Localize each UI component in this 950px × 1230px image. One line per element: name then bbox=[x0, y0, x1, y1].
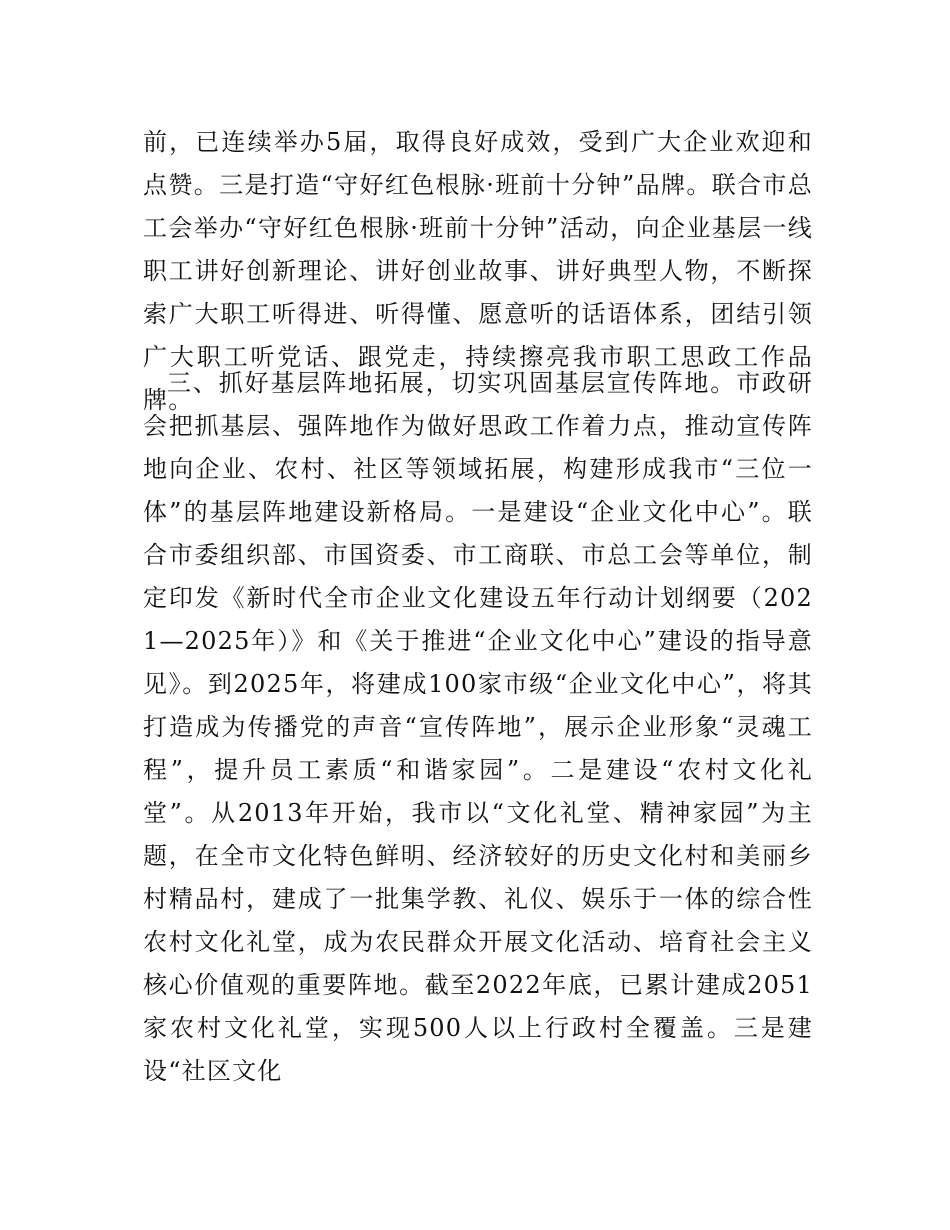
paragraph-2: 三、抓好基层阵地拓展，切实巩固基层宣传阵地。市政研会把抓基层、强阵地作为做好思政工作着力点，推动宣传阵地向企业、农村、社区等领域拓展，构建形成我市“三位一体”的基层阵地建设新格局。一是建设“企业文化中心”。联合市委组织部、市国资委、市工商联、市总工会等单位，制定印发《新时代全市企业文化建设五年行动计划纲要（2021—2025年）》和《关于推进“企业文化中心”建设的指导意见》。到2025年，将建成100家市级“企业文化中心”，将其打造成为传播党的声音“宣传阵地”，展示企业形象“灵魂工程”，提升员工素质“和谐家园”。二是建设“农村文化礼堂”。从2013年开始，我市以“文化礼堂、精神家园”为主题，在全市文化特色鲜明、经济较好的历史文化村和美丽乡村精品村，建成了一批集学教、礼仪、娱乐于一体的综合性农村文化礼堂，成为农民群众开展文化活动、培育社会主义核心价值观的重要阵地。截至2022年底，已累计建成2051家农村文化礼堂，实现500人以上行政村全覆盖。三是建设“社区文化 bbox=[143, 369, 813, 1085]
paragraph-1: 前，已连续举办5届，取得良好成效，受到广大企业欢迎和点赞。三是打造“守好红色根脉·班前十分钟”品牌。联合市总工会举办“守好红色根脉·班前十分钟”活动，向企业基层一线职工讲好创新理论、讲好创业故事、讲好典型人物，不断探索广大职工听得进、听得懂、愿意听的话语体系，团结引领广大职工听党话、跟党走，持续擦亮我市职工思政工作品牌。 bbox=[143, 128, 813, 414]
